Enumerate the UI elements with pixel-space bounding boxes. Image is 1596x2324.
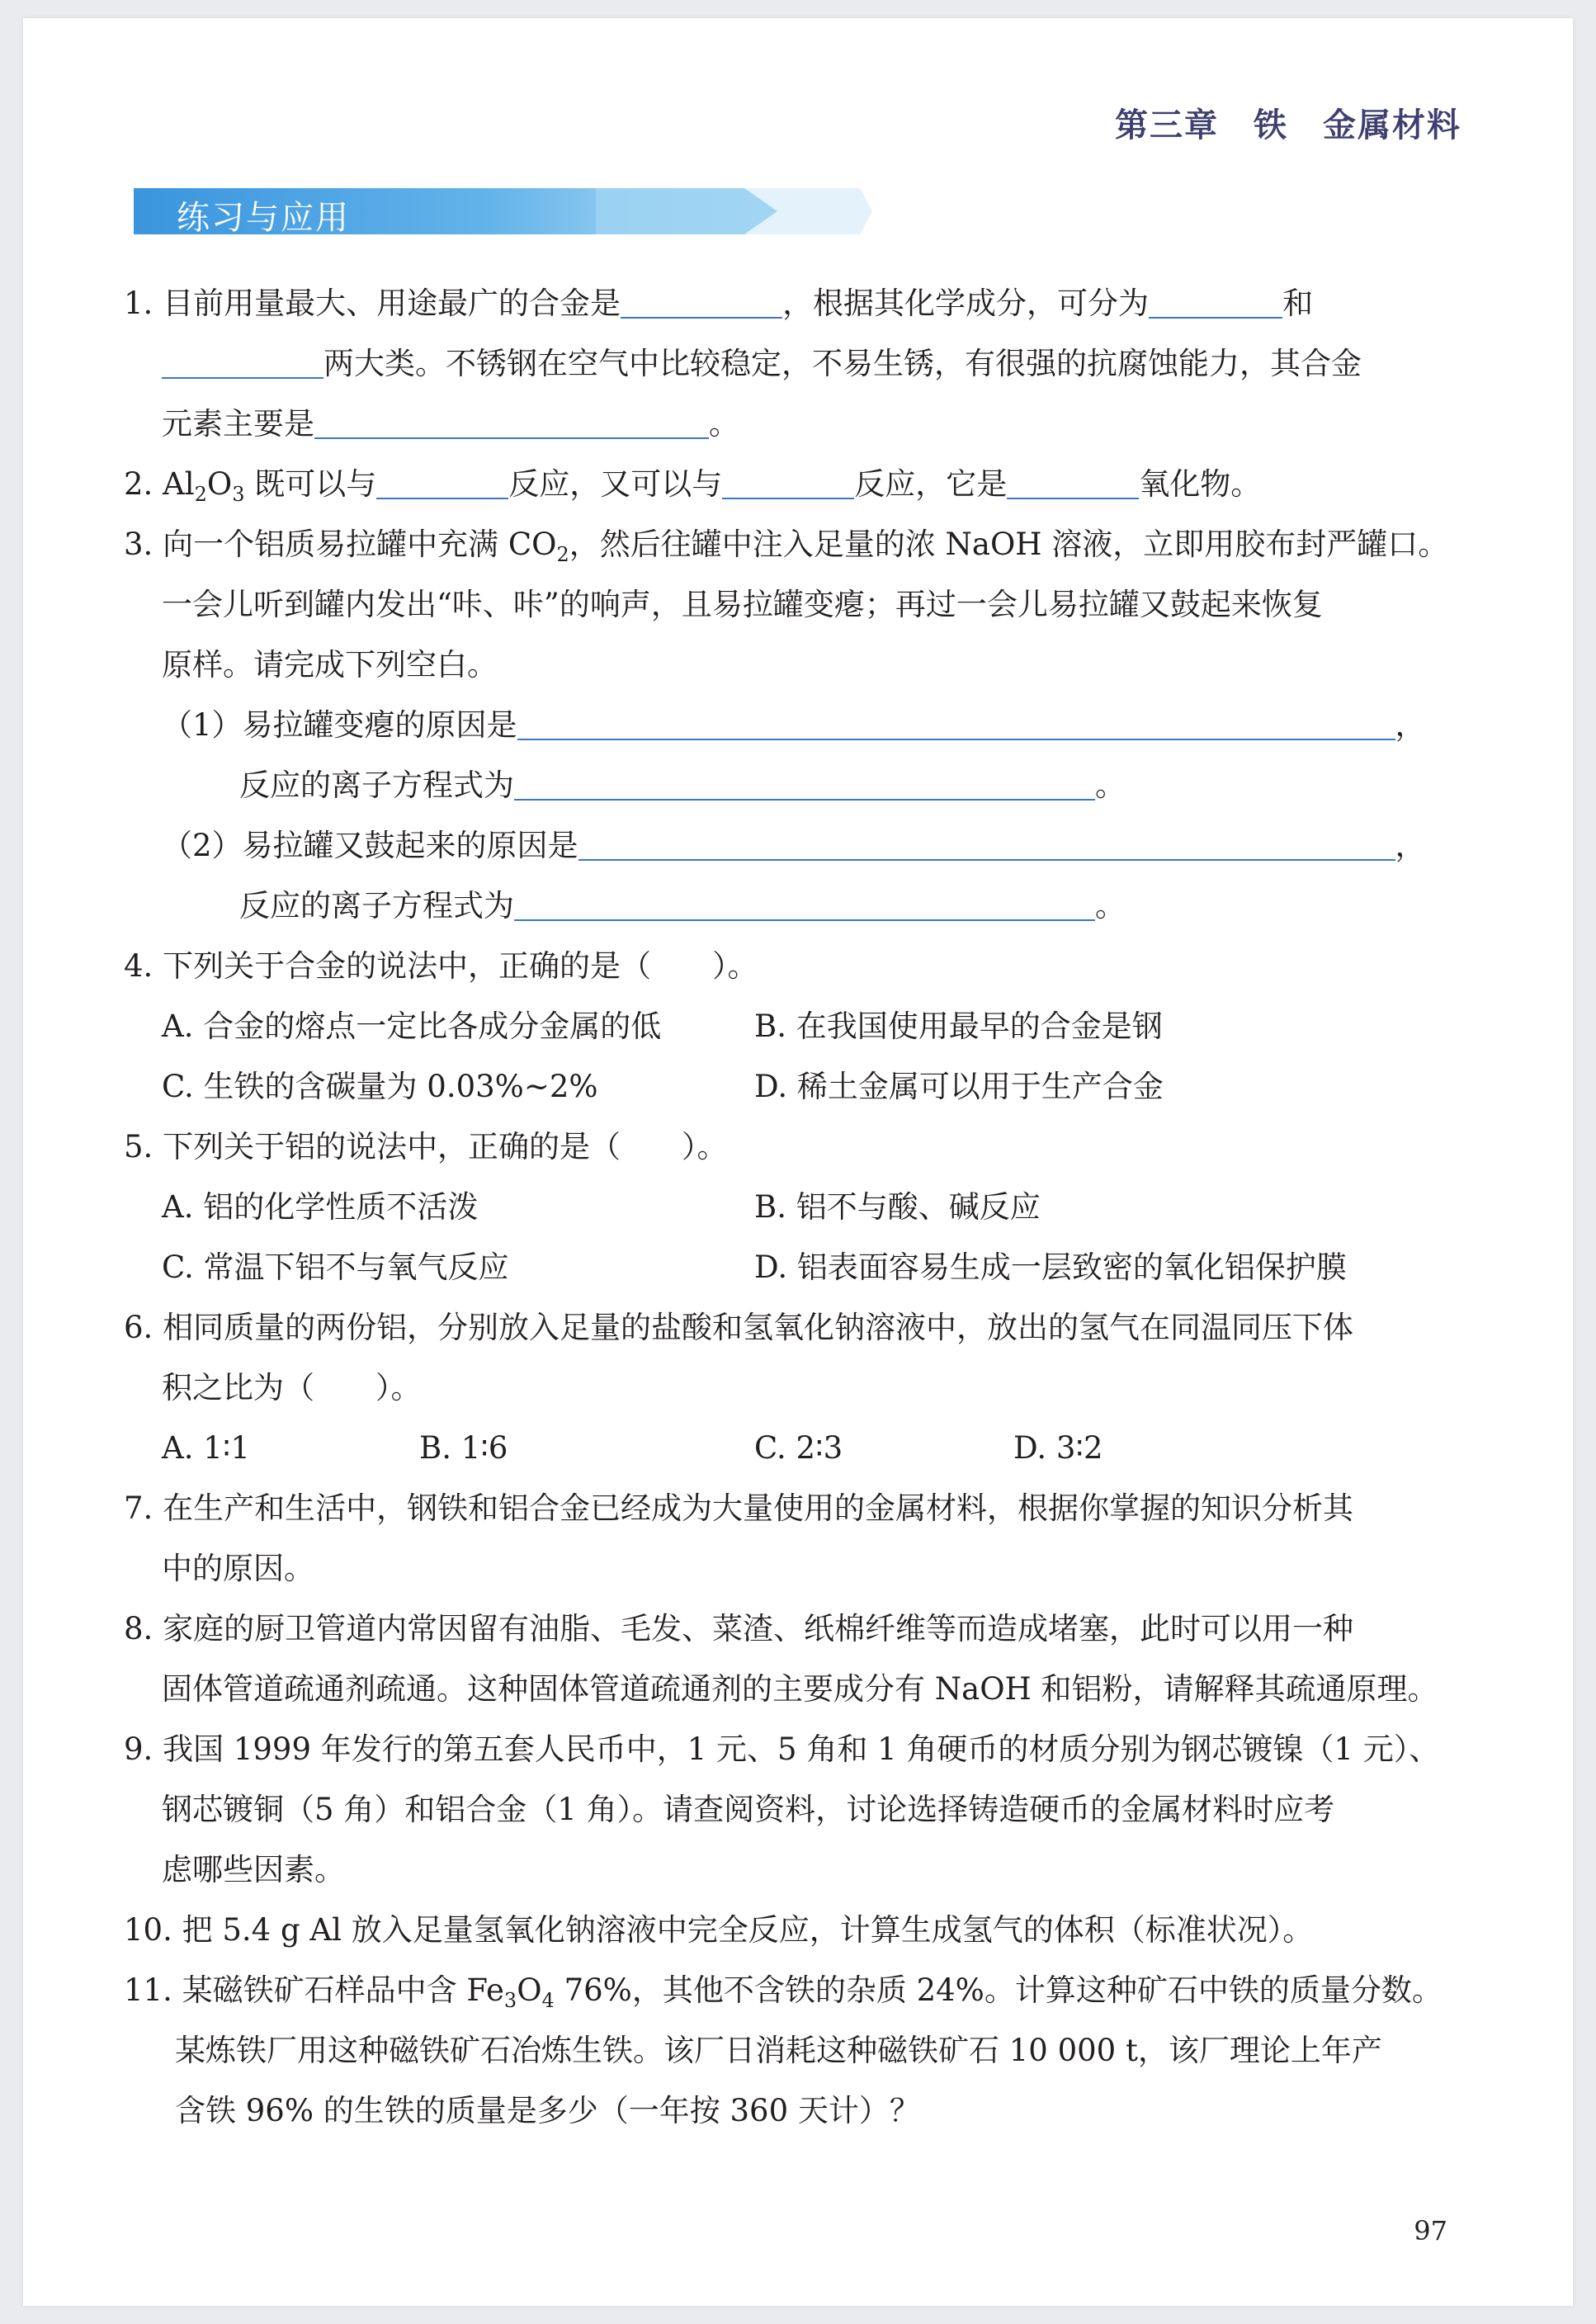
section-title: 练习与应用 [177,199,350,237]
chapter-header: 第三章 铁 金属材料 [1115,106,1461,144]
formula-o: O [206,466,233,502]
question-3-part-1 [162,706,1426,744]
question-11-line-1 [124,1972,1443,2010]
q3-part-label: （1）易拉罐变瘪的原因是 [162,707,517,743]
page-number: 97 [1414,2215,1447,2246]
q1-text: 两大类。不锈钢在空气中比较稳定，不易生锈，有很强的抗腐蚀能力，其合金 [323,346,1362,381]
section-banner [134,183,876,239]
q5-option-b[interactable]: B. 铝不与酸、碱反应 [754,1189,1041,1225]
q1-text: 和 [1282,286,1314,321]
formula-o: O [517,1972,542,2008]
q3-blank-1[interactable] [517,711,1395,740]
q2-number: 2. [124,466,163,502]
formula-subscript: 3 [232,483,245,506]
q2-blank-1[interactable] [376,470,508,499]
q3-blank-3[interactable] [578,831,1395,861]
q11-text: 11. 某磁铁矿石样品中含 Fe [124,1972,504,2008]
q5-option-d[interactable]: D. 铝表面容易生成一层致密的氧化铝保护膜 [754,1249,1347,1285]
question-3-part-2-equation [239,887,1126,925]
question-8-line-2: 固体管道疏通剂疏通。这种固体管道疏通剂的主要成分有 NaOH 和铝粉，请解释其疏通原理。 [162,1671,1438,1707]
formula-subscript: 4 [541,1989,555,2012]
q3-text: ，然后往罐中注入足量的浓 NaOH 溶液，立即用胶布封严罐口。 [569,527,1449,562]
q4-option-b[interactable]: B. 在我国使用最早的合金是钢 [754,1008,1163,1044]
question-10: 10. 把 5.4 g Al 放入足量氢氧化钠溶液中完全反应，计算生成氢气的体积（标准状况）。 [124,1912,1314,1948]
punctuation: 。 [1095,888,1126,923]
question-3-part-2 [162,827,1426,865]
q3-text: 3. 向一个铝质易拉罐中充满 CO [124,527,557,562]
q1-text: 。 [709,406,739,442]
q1-blank-4[interactable] [314,409,709,439]
q3-blank-4[interactable] [514,891,1095,921]
q2-blank-2[interactable] [722,470,854,499]
q3-text: 反应的离子方程式为 [239,888,514,923]
q2-text: 反应，它是 [854,466,1008,502]
q6-option-d[interactable]: D. 3∶2 [1013,1430,1103,1466]
q2-blank-3[interactable] [1007,470,1139,499]
q1-text: 1. 目前用量最大、用途最广的合金是 [124,286,621,321]
question-1-line-2 [162,345,1362,383]
punctuation: ， [1395,707,1426,743]
q5-option-a[interactable]: A. 铝的化学性质不活泼 [162,1189,479,1225]
question-4-stem: 4. 下列关于合金的说法中，正确的是（ ）。 [124,948,758,984]
q4-option-d[interactable]: D. 稀土金属可以用于生产合金 [754,1069,1164,1104]
q1-text: ，根据其化学成分，可分为 [782,286,1150,321]
punctuation: ， [1395,828,1426,863]
q4-option-c[interactable]: C. 生铁的含碳量为 0.03%~2% [162,1069,598,1104]
formula-subscript: 2 [556,543,569,566]
question-8-line-1: 8. 家庭的厨卫管道内常因留有油脂、毛发、菜渣、纸棉纤维等而造成堵塞，此时可以用一种 [124,1611,1354,1646]
formula-subscript: 2 [194,483,207,506]
q6-option-c[interactable]: C. 2∶3 [754,1430,843,1466]
q1-blank-3[interactable] [162,349,323,379]
q3-blank-2[interactable] [514,771,1095,801]
q2-text: 既可以与 [244,466,377,502]
textbook-page [23,18,1573,2306]
question-1-line-3 [162,405,739,443]
question-5-stem: 5. 下列关于铝的说法中，正确的是（ ）。 [124,1129,728,1164]
q3-text: 反应的离子方程式为 [239,768,514,803]
q4-option-a[interactable]: A. 合金的熔点一定比各成分金属的低 [162,1008,662,1044]
q1-blank-2[interactable] [1149,289,1282,319]
question-1-line-1 [124,285,1313,323]
question-7-line-2: 中的原因。 [162,1551,314,1586]
formula-subscript: 3 [503,1989,517,2012]
formula-al: Al [163,466,195,502]
q1-blank-1[interactable] [621,289,782,319]
q2-text: 氧化物。 [1139,466,1262,502]
punctuation: 。 [1095,768,1126,803]
q1-text: 元素主要是 [162,406,314,442]
q11-text: 76%，其他不含铁的杂质 24%。计算这种矿石中铁的质量分数。 [554,1972,1443,2008]
question-6-line-2: 积之比为（ ）。 [162,1370,422,1405]
question-9-line-1: 9. 我国 1999 年发行的第五套人民币中，1 元、5 角和 1 角硬币的材质分别为钢芯镀镍（1 元）、 [124,1731,1440,1767]
q6-option-a[interactable]: A. 1∶1 [162,1430,250,1466]
question-11-line-2: 某炼铁厂用这种磁铁矿石冶炼生铁。该厂日消耗这种磁铁矿石 10 000 t，该厂理论上年产 [175,2033,1382,2068]
question-11-line-3: 含铁 96% 的生铁的质量是多少（一年按 360 天计）？ [175,2093,920,2128]
question-7-line-1: 7. 在生产和生活中，钢铁和铝合金已经成为大量使用的金属材料，根据你掌握的知识分析其 [124,1490,1354,1526]
question-3-line-2: 一会儿听到罐内发出“咔、咔”的响声，且易拉罐变瘪；再过一会儿易拉罐又鼓起来恢复 [162,587,1323,622]
question-3-part-1-equation [239,767,1126,805]
question-9-line-2: 钢芯镀铜（5 角）和铝合金（1 角）。请查阅资料，讨论选择铸造硬币的金属材料时应考 [162,1792,1335,1827]
question-3-line-3: 原样。请完成下列空白。 [162,647,498,683]
question-6-line-1: 6. 相同质量的两份铝，分别放入足量的盐酸和氢氧化钠溶液中，放出的氢气在同温同压下体 [124,1310,1354,1345]
q5-option-c[interactable]: C. 常温下铝不与氧气反应 [162,1249,509,1285]
q3-part-label: （2）易拉罐又鼓起来的原因是 [162,828,578,863]
q2-text: 反应，又可以与 [508,466,723,502]
question-2 [124,465,1262,506]
question-9-line-3: 虑哪些因素。 [162,1852,345,1887]
q6-option-b[interactable]: B. 1∶6 [419,1430,508,1466]
question-3-line-1 [124,526,1448,564]
